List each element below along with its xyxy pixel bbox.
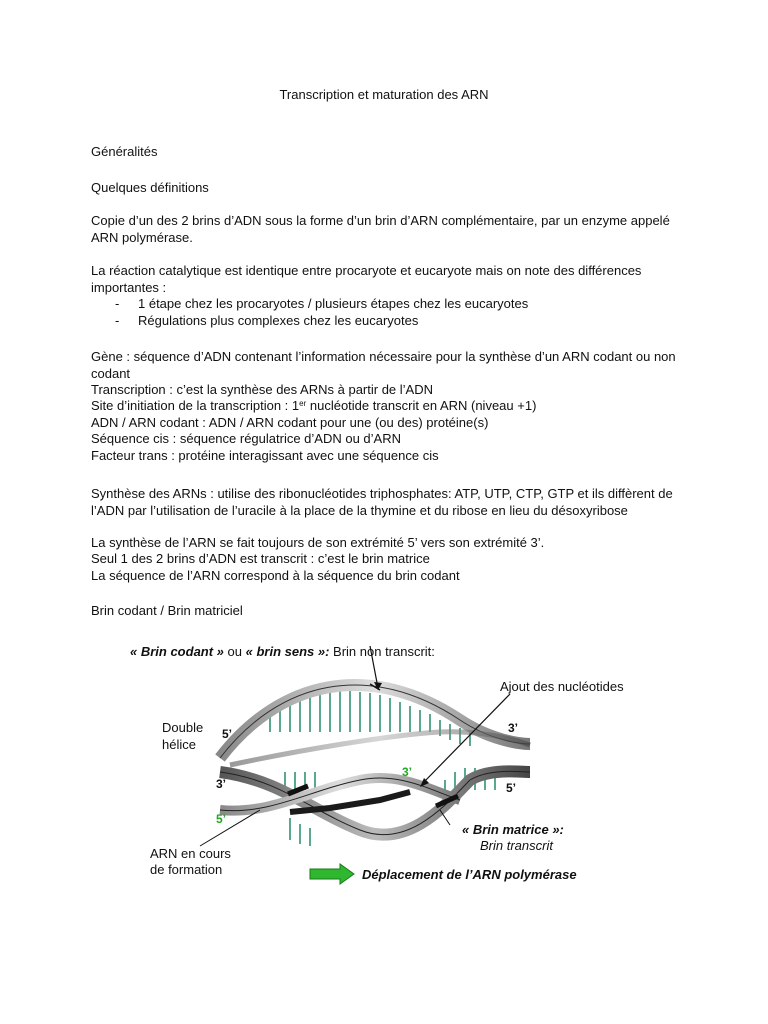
figure-heading-ou: ou [223,644,246,659]
definition-site-superscript: er [299,399,307,408]
definition-trans: Facteur trans : protéine interagissant avec une séquence cis [91,448,439,463]
figure-heading-non-transcrit: Brin non transcrit: [329,644,435,659]
label-ajout-nucleotides: Ajout des nucléotides [500,679,624,694]
label-arn-cours: ARN en cours [150,846,231,861]
paragraph-copie: Copie d’un des 2 brins d’ADN sous la forme d’un brin d’ARN complémentaire, par un enzyme appelé ARN polymérase. [91,213,670,245]
figure-heading-brin-codant: « Brin codant » [130,644,224,659]
page-title: Transcription et maturation des ARN [279,87,489,102]
label-helice: hélice [162,737,196,752]
label-double: Double [162,720,204,735]
svg-text:« Brin codant » ou « brin sens [130,644,435,659]
section-heading-brin: Brin codant / Brin matriciel [91,603,243,618]
label-mid-3: 3’ [216,777,227,791]
definition-adn-arn: ADN / ARN codant : ADN / ARN codant pour une (ou des) protéine(s) [91,415,489,430]
line-5-3: La synthèse de l’ARN se fait toujours de son extrémité 5’ vers son extrémité 3’. [91,535,545,550]
green-arrow-icon [310,864,354,884]
paragraph-reaction: La réaction catalytique est identique entre procaryote et eucaryote mais on note des différences importantes : [91,263,642,295]
label-right-5: 5’ [506,781,517,795]
section-heading-definitions: Quelques définitions [91,180,209,195]
bullet-marker: - [115,313,120,328]
label-de-formation: de formation [150,862,223,877]
transcription-figure [130,640,640,890]
paragraph-synthese: Synthèse des ARNs : utilise des ribonucléotides triphosphates: ATP, UTP, CTP, GTP et ils diffèrent de l’ADN par l’utilisation de l’uracile à la place de la thymine et du ribose en lieu du désoxyribose [91,486,673,518]
section-heading-generalites: Généralités [91,144,158,159]
bullet-marker: - [115,296,120,311]
bullet-item: 1 étape chez les procaryotes / plusieurs étapes chez les eucaryotes [138,296,529,311]
definition-cis: Séquence cis : séquence régulatrice d’ADN ou d’ARN [91,431,402,446]
label-deplacement: Déplacement de l’ARN polymérase [362,867,577,882]
label-top-3: 3’ [508,721,519,735]
line-brin-matrice: Seul 1 des 2 brins d’ADN est transcrit : c’est le brin matrice [91,551,430,566]
label-brin-matrice: « Brin matrice »: [462,822,564,837]
definition-site-text-b: nucléotide transcrit en ARN (niveau +1) [306,398,537,413]
definition-site-initiation [91,398,536,415]
definition-transcription: Transcription : c’est la synthèse des ARNs à partir de l’ADN [91,382,433,397]
label-top-5: 5’ [222,727,233,741]
line-brin-codant: La séquence de l’ARN correspond à la séquence du brin codant [91,568,460,583]
label-green-5: 5’ [216,812,227,826]
bullet-item: Régulations plus complexes chez les eucaryotes [138,313,419,328]
definition-site-text-a: Site d’initiation de la transcription : 1 [91,398,300,413]
figure-heading-brin-sens: « brin sens »: [245,644,330,659]
label-green-3: 3’ [402,765,413,779]
label-brin-transcrit: Brin transcrit [480,838,553,853]
definition-gene: Gène : séquence d’ADN contenant l’information nécessaire pour la synthèse d’un ARN codant ou non codant [91,349,676,381]
